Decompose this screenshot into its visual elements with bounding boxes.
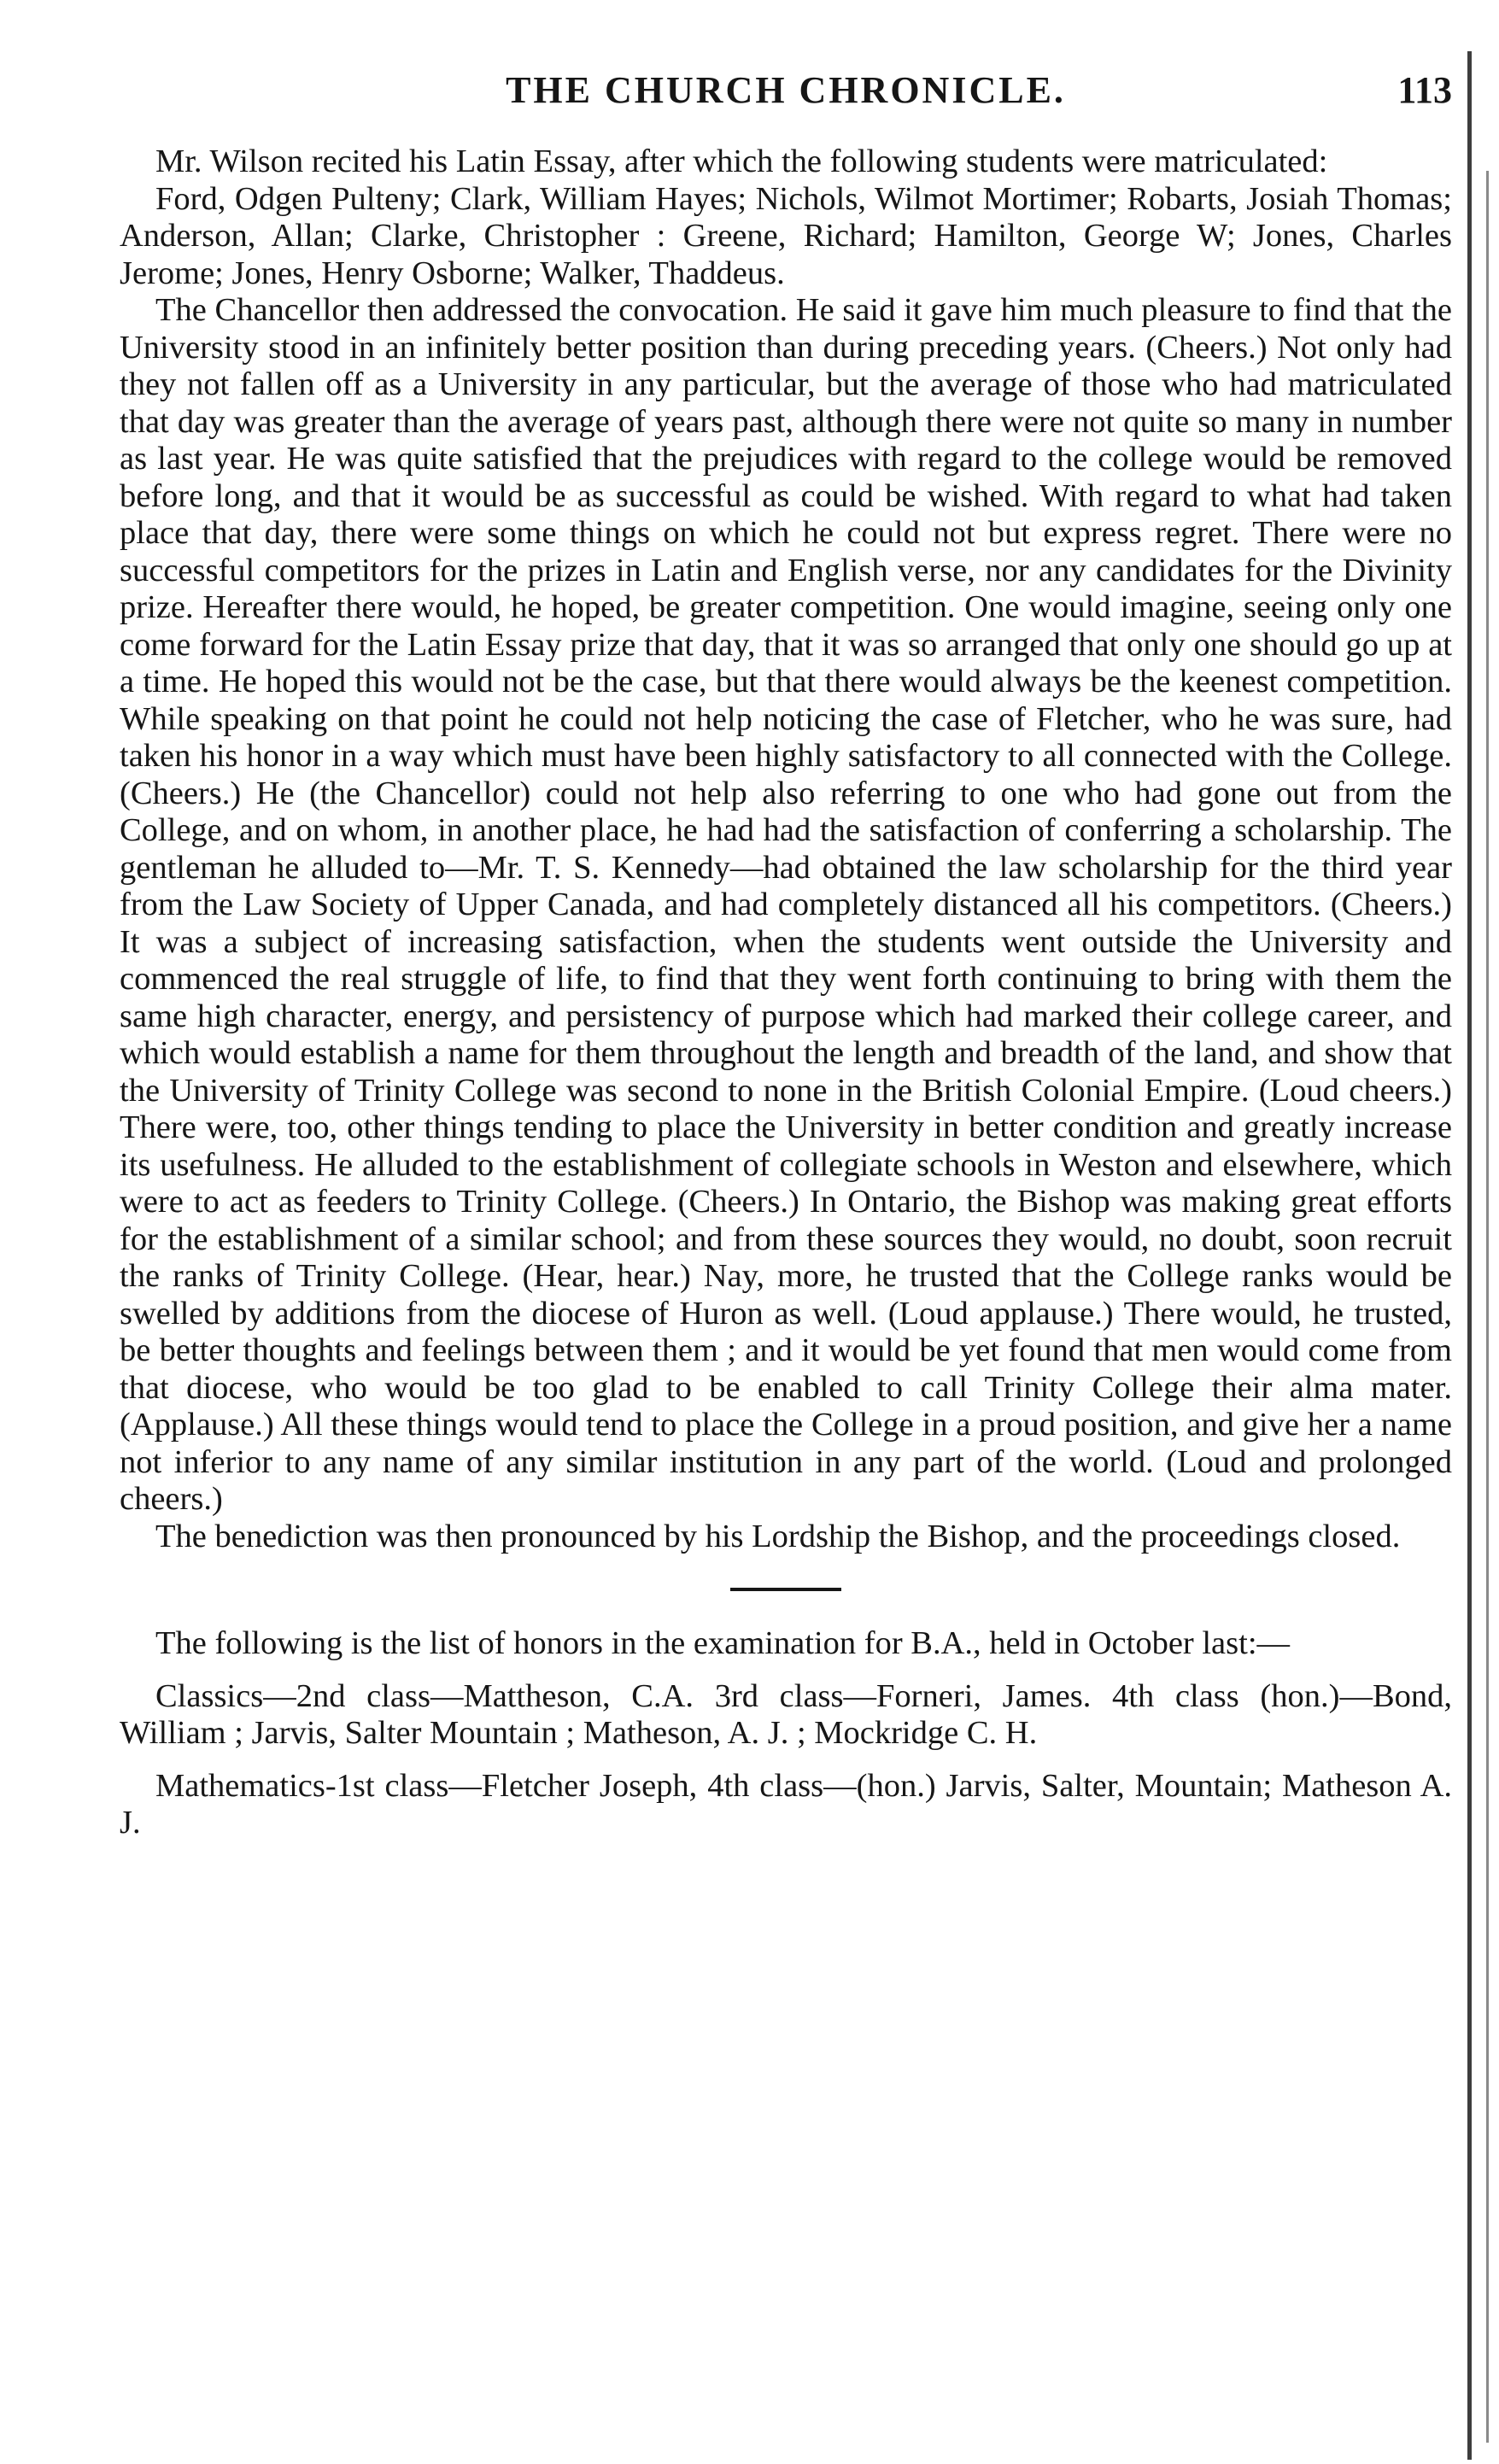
matriculation-intro-paragraph: Mr. Wilson recited his Latin Essay, after which the following students were matriculated: bbox=[155, 143, 1328, 179]
running-title: THE CHURCH CHRONICLE. bbox=[506, 69, 1066, 111]
section-divider bbox=[730, 1588, 841, 1591]
matriculated-students-list: Ford, Odgen Pulteny; Clark, William Hayes; Nichols, Wilmot Mortimer; Robarts, Josiah Thomas; Anderson, Allan; Clarke, Christopher : Greene, Richard; Hamilton, George W; Jones, Charles Jerome; Jones, Henry Osborne; Walker, Thaddeus. bbox=[120, 180, 1452, 291]
page-edge-rule bbox=[1467, 51, 1472, 2460]
article-body bbox=[120, 143, 1452, 1842]
classics-honors: Classics—2nd class—Mattheson, C.A. 3rd class—Forneri, James. 4th class (hon.)—Bond, William ; Jarvis, Salter Mountain ; Matheson, A. J. ; Mockridge C. H. bbox=[120, 1677, 1452, 1751]
chancellor-address-paragraph: The Chancellor then addressed the convocation. He said it gave him much pleasure to find that the University stood in an infinitely better position than during preceding years. (Cheers.) Not only had they not fallen off as a University in any particular, but the average of those who had matriculated that day was greater than the average of years past, although there were not quite so many in number as last year. He was quite satisfied that the prejudices with regard to the college would be removed before long, and that it would be as successful as could be wished. With regard to what had taken place that day, there were some things on which he could not but express regret. There were no successful competitors for the prizes in Latin and English verse, nor any candidates for the Divinity prize. Hereafter there would, he hoped, be greater competition. One would imagine, seeing only one come forward for the Latin Essay prize that day, that it was so arranged that only one should go up at a time. He hoped this would not be the case, but that there would always be the keenest competition. While speaking on that point he could not help noticing the case of Fletcher, who he was sure, had taken his honor in a way which must have been highly satisfactory to all connected with the College. (Cheers.) He (the Chancellor) could not help also referring to one who had gone out from the College, and on whom, in another place, he had had the satisfaction of conferring a scholarship. The gentleman he alluded to—Mr. T. S. Kennedy—had obtained the law scholarship for the third year from the Law Society of Upper Canada, and had completely distanced all his competitors. (Cheers.) It was a subject of increasing satisfaction, when the students went outside the University and commenced the real struggle of life, to find that they went forth continuing to bring with them the same high character, energy, and persistency of purpose which had marked their college career, and which would establish a name for them throughout the length and breadth of the land, and show that the University of Trinity College was second to none in the British Colonial Empire. (Loud cheers.) There were, too, other things tending to place the University in better condition and greatly increase its usefulness. He alluded to the establishment of collegiate schools in Weston and elsewhere, which were to act as feeders to Trinity College. (Cheers.) In Ontario, the Bishop was making great efforts for the establishment of a similar school; and from these sources they would, no doubt, soon recruit the ranks of Trinity College. (Hear, hear.) Nay, more, he trusted that the College ranks would be swelled by additions from the diocese of Huron as well. (Loud applause.) There would, he trusted, be better thoughts and feelings between them ; and it would be yet found that men would come from that diocese, who would be too glad to be enabled to call Trinity College their alma mater. (Applause.) All these things would tend to place the College in a proud position, and give her a name not inferior to any name of any similar institution in any part of the world. (Loud and prolonged cheers.) bbox=[120, 292, 1452, 1517]
mathematics-honors: Mathematics-1st class—Fletcher Joseph, 4th class—(hon.) Jarvis, Salter, Mountain; Matheson A. J. bbox=[120, 1767, 1452, 1841]
honors-intro-paragraph: The following is the list of honors in the examination for B.A., held in October last:— bbox=[155, 1625, 1291, 1661]
page-number: 113 bbox=[1397, 69, 1452, 111]
page-edge-shadow bbox=[1486, 171, 1489, 2443]
page-header bbox=[120, 68, 1452, 128]
benediction-paragraph: The benediction was then pronounced by his Lordship the Bishop, and the proceedings closed. bbox=[155, 1518, 1401, 1554]
